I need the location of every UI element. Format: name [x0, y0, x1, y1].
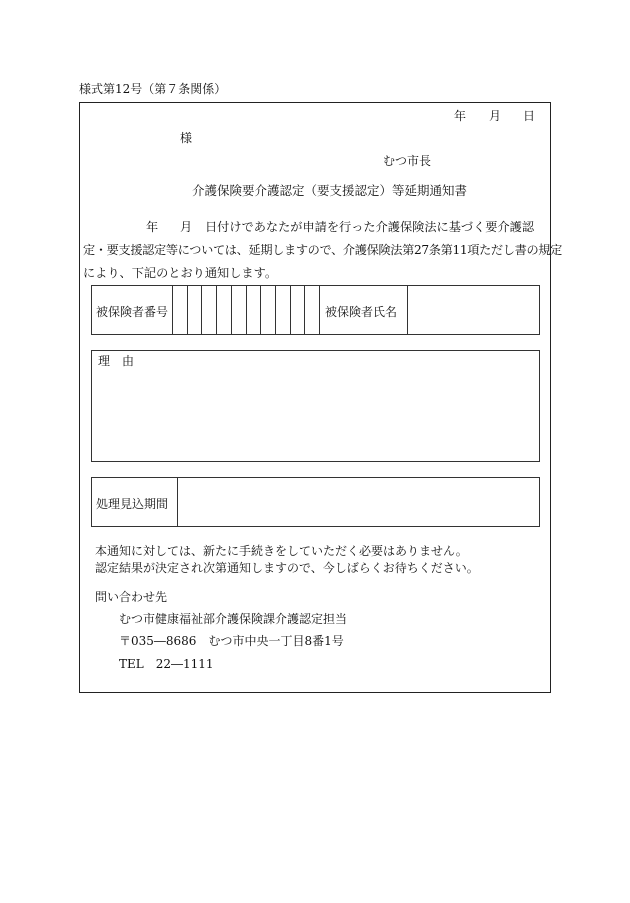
insured-name-field[interactable]	[408, 286, 539, 334]
insured-number-digit-cell[interactable]	[217, 286, 231, 334]
contact-tel: TEL 22―1111	[119, 657, 214, 671]
processing-period-field[interactable]	[178, 478, 539, 526]
body-year-label: 年	[146, 220, 159, 234]
body-line3: により、下記のとおり通知します。	[83, 266, 278, 280]
insured-name-label: 被保険者氏名	[325, 305, 398, 319]
insured-number-digit-cell[interactable]	[202, 286, 216, 334]
insured-number-digit-cell[interactable]	[305, 286, 319, 334]
body-line2: 定・要支援認定等については、延期しますので、介護保険法第27条第11項ただし書の規定	[83, 243, 562, 257]
reason-box[interactable]	[91, 350, 540, 462]
form-number: 様式第12号（第７条関係）	[79, 82, 227, 96]
body-month-label: 月	[180, 220, 193, 234]
date-year-label: 年	[454, 109, 467, 123]
reason-label: 理 由	[98, 354, 135, 368]
insured-number-digit-cell[interactable]	[232, 286, 246, 334]
contact-department: むつ市健康福祉部介護保険課介護認定担当	[119, 612, 348, 626]
recipient-suffix: 様	[180, 131, 193, 145]
table-divider	[319, 285, 320, 335]
date-month-label: 月	[489, 109, 502, 123]
insured-number-label: 被保険者番号	[96, 305, 169, 319]
date-day-label: 日	[523, 109, 536, 123]
sender-name: むつ市長	[383, 154, 432, 168]
insured-number-digit-cell[interactable]	[261, 286, 275, 334]
processing-period-label: 処理見込期間	[96, 497, 169, 511]
insured-number-digit-cell[interactable]	[247, 286, 261, 334]
notice-line2: 認定結果が決定され次第通知しますので、今しばらくお待ちください。	[95, 561, 479, 575]
notice-line1: 本通知に対しては、新たに手続きをしていただく必要はありません。	[95, 544, 468, 558]
insured-number-digit-cell[interactable]	[188, 286, 202, 334]
insured-number-digit-cell[interactable]	[291, 286, 305, 334]
document-title: 介護保険要介護認定（要支援認定）等延期通知書	[192, 183, 468, 198]
insured-number-digit-cell[interactable]	[173, 286, 187, 334]
insured-number-digit-cell[interactable]	[276, 286, 290, 334]
contact-heading: 問い合わせ先	[95, 590, 168, 604]
contact-address: 〒035―8686 むつ市中央一丁目8番1号	[119, 634, 344, 648]
body-line1: 日付けであなたが申請を行った介護保険法に基づく要介護認	[205, 220, 535, 234]
